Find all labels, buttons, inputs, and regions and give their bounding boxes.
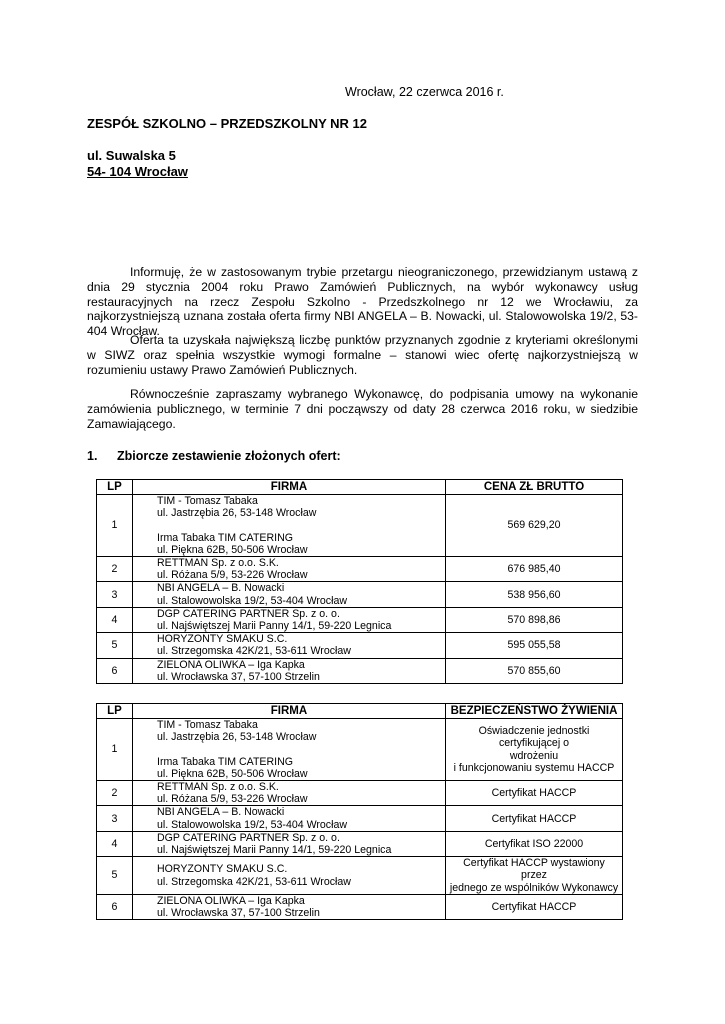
firm-line: ul. Jastrzębia 26, 53-148 Wrocław — [157, 507, 317, 520]
table-row — [97, 495, 623, 557]
row-food-safety — [446, 719, 623, 781]
safety-line: wdrożeniu — [509, 749, 559, 762]
row-firm — [133, 582, 446, 607]
row-firm — [133, 633, 446, 658]
row-food-safety: Certyfikat ISO 22000 — [446, 831, 623, 856]
header-lp: LP — [97, 480, 133, 495]
table-header-row — [97, 480, 623, 495]
firm-line: ul. Różana 5/9, 53-226 Wrocław — [157, 569, 308, 582]
header-lp: LP — [97, 704, 133, 719]
row-firm — [133, 719, 446, 781]
table-row — [97, 582, 623, 607]
row-lp: 3 — [97, 806, 133, 831]
row-lp: 6 — [97, 658, 133, 683]
firm-line: ul. Najświętszej Marii Panny 14/1, 59-220 Legnica — [157, 844, 392, 857]
row-lp: 6 — [97, 894, 133, 919]
row-lp: 4 — [97, 831, 133, 856]
safety-line: i funkcjonowaniu systemu HACCP — [453, 761, 615, 774]
row-firm — [133, 806, 446, 831]
paragraph-announcement: Informuję, że w zastosowanym trybie przetargu nieograniczonego, przewidzianym ustawą z dnia 29 stycznia 2004 roku Prawo Zamówień Publicznych, na wybór wykonawcy usług restauracyjnych na rzecz Zespołu Szkolno - Przedszkolnego nr 12 we Wrocławiu, za najkorzystniejszą uznana została oferta firmy NBI ANGELA – B. Nowacki, ul. Stalowowolska 19/2, 53-404 Wrocław. — [87, 265, 638, 339]
row-food-safety — [446, 857, 623, 895]
letter-date: Wrocław, 22 czerwca 2016 r. — [345, 85, 504, 99]
recipient-name: ZESPÓŁ SZKOLNO – PRZEDSZKOLNY NR 12 — [87, 116, 368, 131]
firm-line: Irma Tabaka TIM CATERING — [157, 755, 293, 768]
firm-line: TIM - Tomasz Tabaka — [157, 719, 258, 731]
firm-line: HORYZONTY SMAKU S.C. — [157, 633, 288, 646]
table-header-row — [97, 704, 623, 719]
row-food-safety: Certyfikat HACCP — [446, 781, 623, 806]
row-firm — [133, 658, 446, 683]
safety-line: Certyfikat HACCP wystawiony przez — [463, 857, 605, 882]
firm-line: ul. Najświętszej Marii Panny 14/1, 59-220 Legnica — [157, 620, 392, 633]
header-price: CENA ZŁ BRUTTO — [446, 480, 623, 495]
firm-line: ul. Strzegomska 42K/21, 53-611 Wrocław — [157, 645, 351, 658]
firm-line: TIM - Tomasz Tabaka — [157, 495, 258, 507]
row-price: 570 898,86 — [446, 607, 623, 632]
row-food-safety: Certyfikat HACCP — [446, 806, 623, 831]
table-row — [97, 607, 623, 632]
firm-line: ZIELONA OLIWKA – Iga Kapka — [157, 894, 305, 907]
row-price: 538 956,60 — [446, 582, 623, 607]
row-firm — [133, 495, 446, 557]
offers-price-table — [96, 479, 623, 684]
table-row — [97, 857, 623, 895]
table-row — [97, 831, 623, 856]
recipient-street: ul. Suwalska 5 — [87, 148, 176, 163]
table-row — [97, 781, 623, 806]
row-lp: 2 — [97, 557, 133, 582]
safety-line: Oświadczenie jednostki certyfikującej o — [478, 725, 590, 750]
firm-line: ul. Wrocławska 37, 57-100 Strzelin — [157, 670, 320, 683]
row-firm — [133, 607, 446, 632]
offers-food-safety-table — [96, 703, 623, 920]
safety-line: jednego ze wspólników Wykonawcy — [449, 881, 619, 894]
table-row — [97, 658, 623, 683]
table-row — [97, 633, 623, 658]
row-firm — [133, 831, 446, 856]
firm-line: NBI ANGELA – B. Nowacki — [157, 582, 285, 595]
firm-line: RETTMAN Sp. z o.o. S.K. — [157, 781, 279, 793]
firm-line: DGP CATERING PARTNER Sp. z o. o. — [157, 607, 340, 620]
row-price: 595 055,58 — [446, 633, 623, 658]
firm-line: ul. Strzegomska 42K/21, 53-611 Wrocław — [157, 875, 351, 888]
row-lp: 2 — [97, 781, 133, 806]
row-lp: 1 — [97, 719, 133, 781]
firm-line: NBI ANGELA – B. Nowacki — [157, 806, 285, 819]
paragraph-justification: Oferta ta uzyskała największą liczbę punktów przyznanych zgodnie z kryteriami określonymi w SIWZ oraz spełnia wszystkie wymogi formalne – stanowi wiec ofertę najkorzystniejszą w rozumieniu ustawy Prawo Zamówień Publicznych. — [87, 333, 638, 377]
row-lp: 5 — [97, 633, 133, 658]
firm-line: RETTMAN Sp. z o.o. S.K. — [157, 557, 279, 569]
firm-line: DGP CATERING PARTNER Sp. z o. o. — [157, 831, 340, 844]
row-lp: 1 — [97, 495, 133, 557]
firm-line: ul. Różana 5/9, 53-226 Wrocław — [157, 793, 308, 806]
row-price: 570 855,60 — [446, 658, 623, 683]
row-lp: 3 — [97, 582, 133, 607]
firm-line: ul. Piękna 62B, 50-506 Wrocław — [157, 543, 308, 556]
firm-line: ZIELONA OLIWKA – Iga Kapka — [157, 658, 305, 671]
firm-line: ul. Piękna 62B, 50-506 Wrocław — [157, 767, 308, 780]
recipient-city: 54- 104 Wrocław — [87, 164, 188, 179]
firm-line: ul. Stalowowolska 19/2, 53-404 Wrocław — [157, 818, 347, 831]
firm-line: ul. Jastrzębia 26, 53-148 Wrocław — [157, 731, 317, 744]
firm-line: ul. Wrocławska 37, 57-100 Strzelin — [157, 907, 320, 920]
row-lp: 5 — [97, 857, 133, 895]
row-firm — [133, 894, 446, 919]
section-number: 1. — [87, 449, 98, 463]
firm-line: ul. Stalowowolska 19/2, 53-404 Wrocław — [157, 594, 347, 607]
row-firm — [133, 857, 446, 895]
firm-line: HORYZONTY SMAKU S.C. — [157, 863, 288, 876]
section-title: Zbiorcze zestawienie złożonych ofert: — [117, 449, 341, 463]
table-row — [97, 557, 623, 582]
row-lp: 4 — [97, 607, 133, 632]
table-row — [97, 806, 623, 831]
paragraph-invitation: Równocześnie zapraszamy wybranego Wykonawcę, do podpisania umowy na wykonanie zamówienia publicznego, w terminie 7 dni począwszy od daty 28 czerwca 2016 roku, w siedzibie Zamawiającego. — [87, 387, 638, 431]
table-row — [97, 894, 623, 919]
table-row — [97, 719, 623, 781]
row-price: 676 985,40 — [446, 557, 623, 582]
row-firm — [133, 781, 446, 806]
row-food-safety: Certyfikat HACCP — [446, 894, 623, 919]
firm-line: Irma Tabaka TIM CATERING — [157, 531, 293, 544]
section-heading — [87, 449, 341, 463]
header-firm: FIRMA — [133, 480, 446, 495]
header-firm: FIRMA — [133, 704, 446, 719]
row-price: 569 629,20 — [446, 495, 623, 557]
header-food-safety: BEZPIECZEŃSTWO ŻYWIENIA — [446, 704, 623, 719]
row-firm — [133, 557, 446, 582]
